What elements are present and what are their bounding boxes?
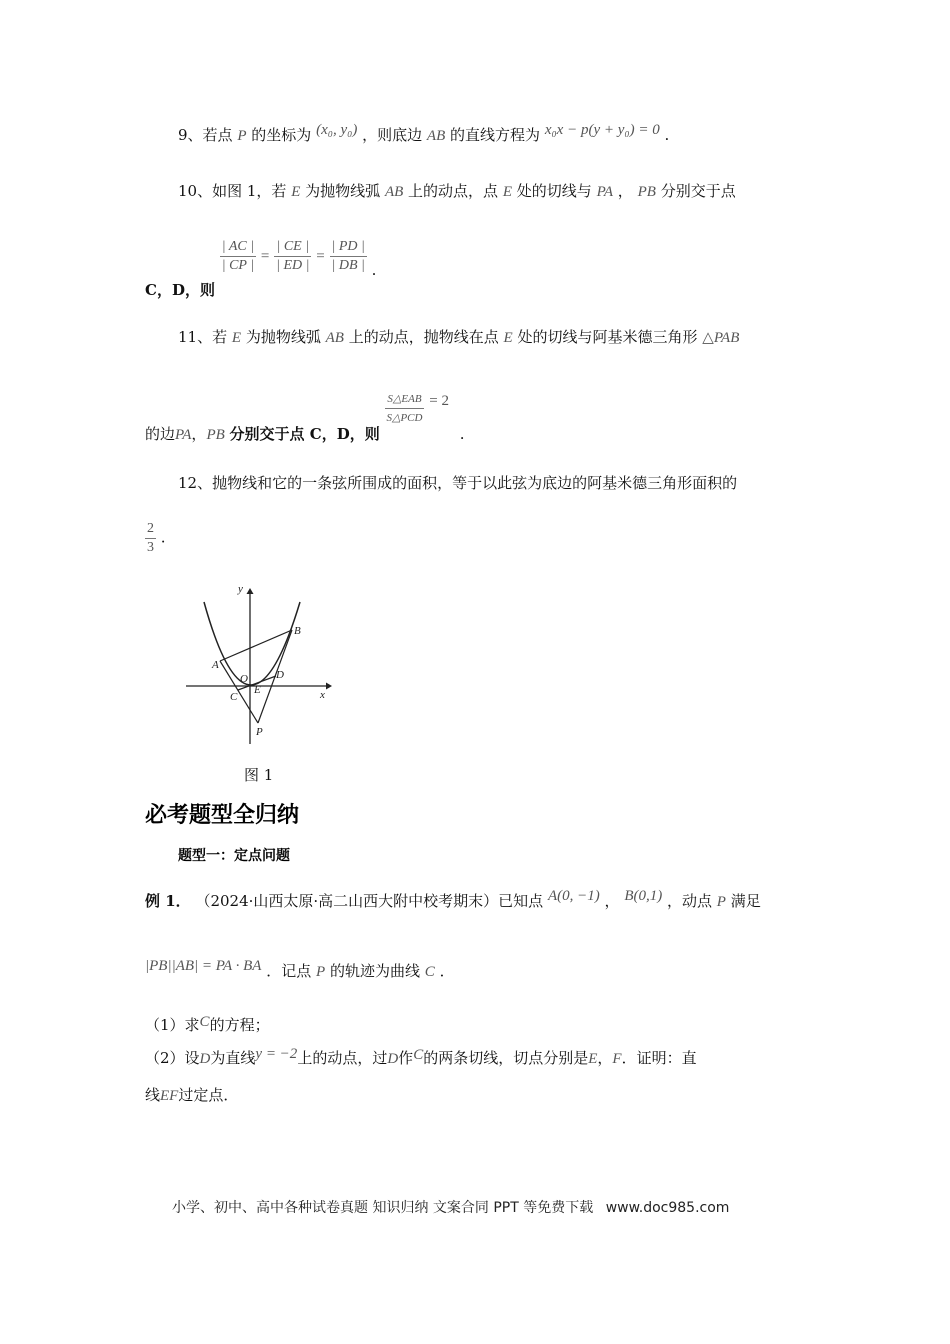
math-C: C	[199, 1014, 210, 1030]
item9-mid3: 的直线方程为	[450, 126, 541, 144]
item9-mid2: ，则底边	[362, 126, 423, 144]
example-end1: 满足	[730, 892, 761, 910]
item12-end: .	[160, 528, 166, 547]
item-9	[178, 124, 669, 145]
label-B: B	[294, 625, 301, 637]
q2-d: 作	[398, 1049, 414, 1067]
equals-sign: =	[260, 248, 270, 265]
item-10	[178, 180, 736, 201]
item-11-line2	[145, 390, 465, 443]
item11-prefix: 11、若	[178, 328, 228, 346]
math-AB: AB	[325, 330, 344, 346]
figure-caption: 图 1	[244, 766, 274, 784]
figure-1-parabola	[180, 578, 340, 748]
math-condition-equation: |PB||AB| = PA · BA	[145, 958, 262, 974]
label-x: x	[320, 689, 325, 701]
label-O: O	[240, 673, 248, 685]
q2-g: 线	[145, 1086, 161, 1104]
math-P: P	[237, 128, 247, 144]
fraction-area-ratio: $\frac{\text{S△EAB}}{\text{S△PCD}}$	[385, 390, 425, 427]
item9-mid1: 的坐标为	[251, 126, 312, 144]
item11-mid1: 为抛物线弧	[245, 328, 321, 346]
q1-suffix: 的方程；	[209, 1016, 270, 1034]
q1-prefix: （1）求	[145, 1016, 200, 1034]
item9-end: .	[664, 126, 670, 144]
math-D: D	[199, 1051, 211, 1067]
math-PB: PB	[637, 184, 656, 200]
item-12-fraction	[145, 520, 166, 557]
x-axis-arrow	[326, 683, 332, 690]
question-1	[145, 1014, 270, 1035]
item-12	[178, 472, 737, 493]
q2-f: ．证明：直	[621, 1049, 697, 1067]
q2-h: 过定点．	[178, 1086, 239, 1104]
example-1-line2	[145, 960, 455, 981]
item10-mid4: 分别交于点	[660, 182, 736, 200]
math-E: E	[502, 184, 513, 200]
comma: ，	[597, 1049, 613, 1067]
footer-text: 小学、初中、高中各种试卷真题 知识归纳 文案合同 PPT 等免费下载	[172, 1200, 594, 1216]
math-C: C	[424, 964, 435, 980]
math-point-A: A(0, −1)	[547, 888, 600, 904]
math-P: P	[716, 894, 726, 910]
q2-c: 上的动点，过	[297, 1049, 388, 1067]
item-10-line2	[145, 238, 377, 299]
item11-mid2: 上的动点，抛物线在点	[348, 328, 499, 346]
math-PB: PB	[206, 426, 225, 443]
question-2	[145, 1047, 697, 1068]
fraction-pd-db: $\frac{| PD |}{| DB |}$	[331, 239, 365, 273]
math-E: E	[231, 330, 242, 346]
math-point-B: B(0,1)	[624, 888, 663, 904]
example-mid3: 的轨迹为曲线	[330, 962, 421, 980]
label-C: C	[230, 691, 238, 703]
label-y: y	[238, 583, 243, 595]
math-AB: AB	[426, 128, 446, 144]
tangent-PA	[220, 661, 258, 723]
fraction-ce-ed: $\frac{| CE |}{| ED |}$	[276, 239, 310, 273]
example-source: （2024·山西太原·高二山西大附中校考期末）已知点	[195, 892, 544, 910]
example-mid: ，动点	[667, 892, 713, 910]
comma: ，	[617, 182, 633, 200]
math-E: E	[291, 184, 301, 200]
item11-end: .	[459, 424, 465, 443]
math-PA: PA	[596, 184, 613, 200]
item9-prefix: 9、若点	[178, 126, 233, 144]
section-subheading: 题型一：定点问题	[178, 848, 290, 864]
fraction-two-thirds: $\frac{2}{3}$	[147, 521, 154, 555]
ratio-value: = 2	[429, 392, 449, 409]
math-E: E	[503, 330, 513, 346]
item-11	[178, 326, 739, 347]
label-A: A	[212, 659, 219, 671]
item10-end: .	[371, 260, 377, 279]
comma: ，	[604, 892, 620, 910]
item11-mid3: 处的切线与阿基米德三角形	[517, 328, 698, 346]
equals-sign: =	[316, 248, 325, 265]
chord-AB	[220, 630, 292, 661]
example-1	[145, 890, 761, 911]
item12-text: 12、抛物线和它的一条弦所围成的面积，等于以此弦为底边的阿基米德三角形面积的	[178, 474, 738, 492]
q2-e: 的两条切线，切点分别是	[423, 1049, 589, 1067]
item10-line2-prefix: C，D，则	[145, 280, 215, 299]
item11-line2-b: 分别交于点 C，D，则	[229, 424, 380, 443]
math-triangle-PAB: △PAB	[702, 330, 740, 346]
q2-a: （2）设	[145, 1049, 200, 1067]
footer	[172, 1197, 729, 1217]
item10-prefix: 10、如图 1，若	[178, 182, 287, 200]
math-EF: EF	[160, 1088, 179, 1104]
item10-mid3: 处的切线与	[516, 182, 592, 200]
label-E: E	[254, 684, 261, 696]
question-2-line2	[145, 1084, 238, 1105]
fraction-ac-cp: $\frac{| AC |}{| CP |}$	[221, 239, 255, 273]
footer-site-link[interactable]: www.doc985.com	[605, 1200, 730, 1216]
math-coord: (x₀, y₀)	[316, 122, 358, 138]
example-label: 例 1．	[145, 892, 191, 910]
comma: ，	[191, 424, 207, 443]
y-axis-arrow	[247, 588, 254, 594]
parabola-curve	[204, 602, 300, 685]
math-line-y: y = −2	[255, 1046, 298, 1062]
math-F: F	[612, 1051, 622, 1067]
math-line-equation: x₀x − p(y + y₀) = 0	[544, 122, 660, 138]
math-AB: AB	[384, 184, 404, 200]
math-E: E	[588, 1051, 598, 1067]
q2-b: 为直线	[210, 1049, 256, 1067]
example-mid2: ．记点	[266, 962, 312, 980]
item10-mid2: 上的动点，点	[408, 182, 499, 200]
item11-line2-a: 的边	[145, 424, 176, 443]
section-heading: 必考题型全归纳	[145, 803, 300, 828]
math-P: P	[316, 964, 326, 980]
example-end2: ．	[439, 962, 455, 980]
item10-mid1: 为抛物线弧	[305, 182, 381, 200]
math-PA: PA	[175, 426, 192, 443]
math-C: C	[413, 1047, 424, 1063]
math-D: D	[387, 1051, 399, 1067]
label-P: P	[256, 726, 263, 738]
label-D: D	[276, 669, 284, 681]
